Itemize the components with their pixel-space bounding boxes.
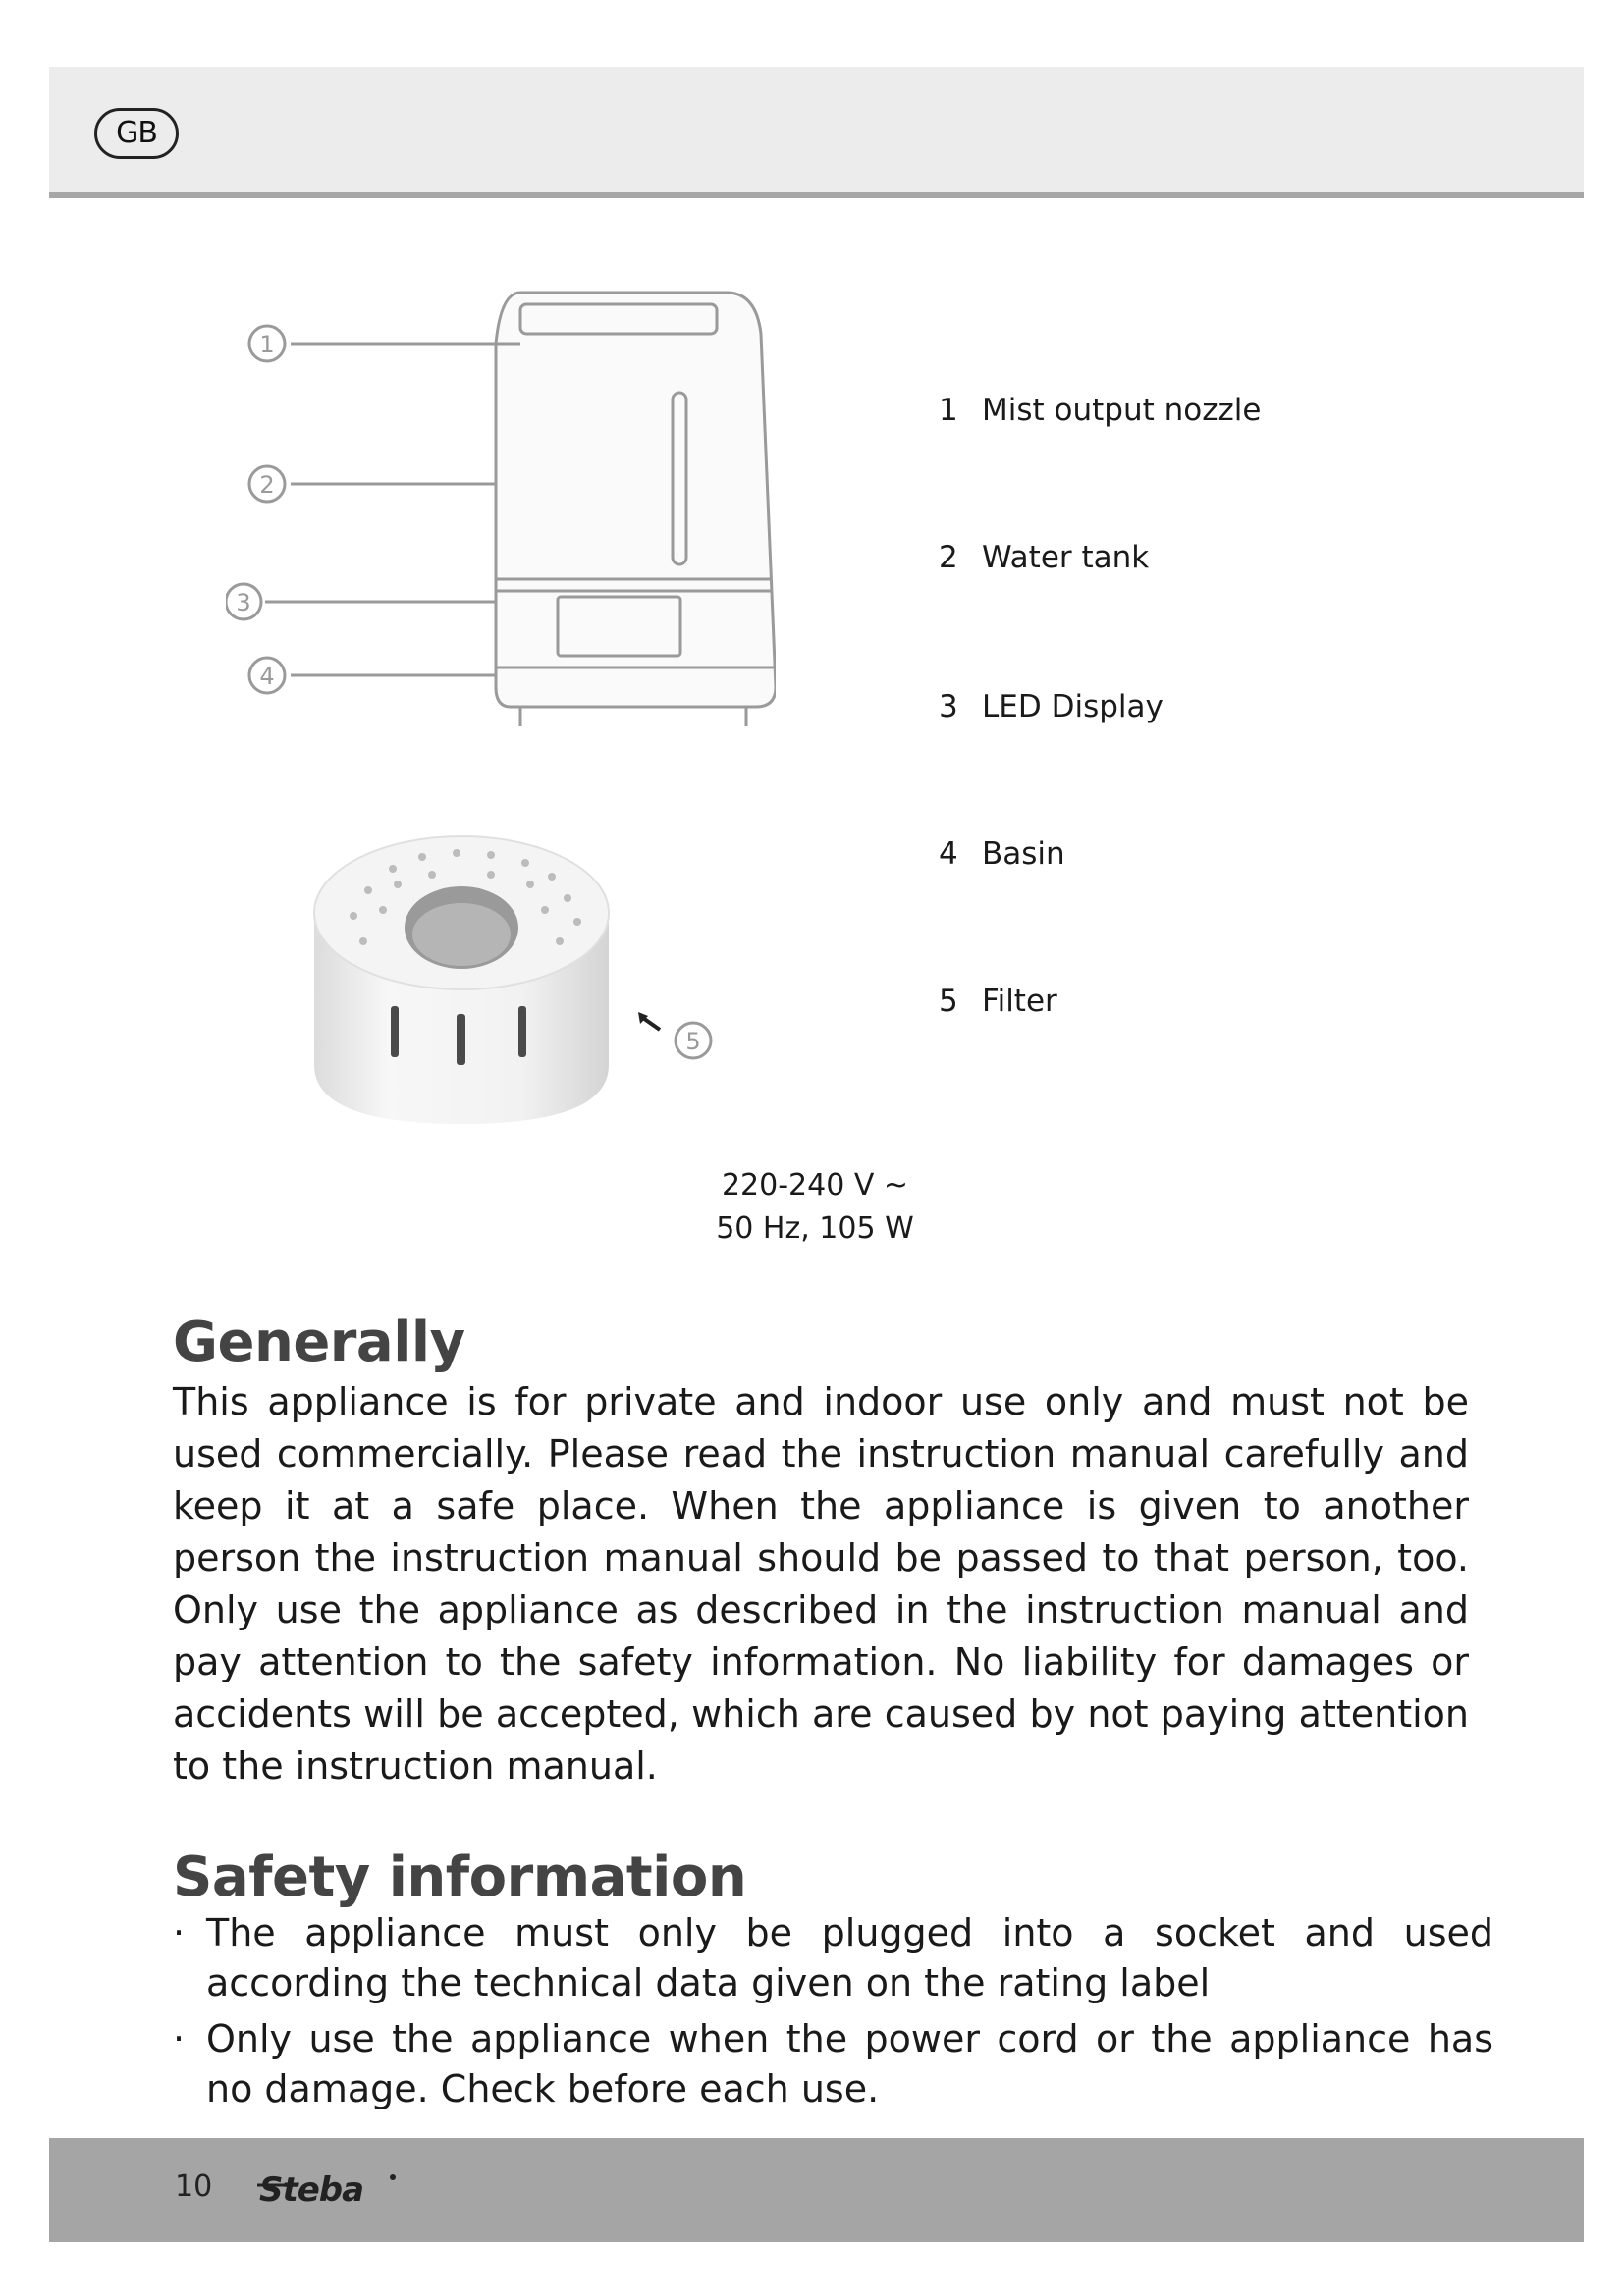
spec-voltage: 220-240 V ~: [721, 1168, 909, 1202]
safety-item-text: The appliance must only be plugged into a socket and used according the technical data given on the rating label: [206, 1911, 1493, 2004]
legend-label: Basin: [982, 836, 1065, 872]
legend-number: 4: [939, 836, 958, 872]
legend-item: [939, 540, 1149, 575]
safety-item-text: Only use the appliance when the power cord or the appliance has no damage. Check before each use.: [206, 2017, 1493, 2110]
page-number: 10: [175, 2169, 213, 2204]
callout-4: 4: [259, 663, 275, 690]
legend-item: [939, 836, 1065, 872]
legend-label: LED Display: [982, 689, 1164, 724]
callout-3: 3: [236, 589, 251, 616]
legend-number: 1: [939, 393, 958, 428]
legend-item: [939, 393, 1261, 428]
safety-item: [173, 2014, 1493, 2114]
legend-number: 3: [939, 689, 958, 724]
humidifier-illustration: [226, 275, 776, 726]
legend-label: Filter: [982, 984, 1057, 1019]
safety-heading: Safety information: [173, 1845, 747, 1909]
generally-text: This appliance is for private and indoor use only and must not be used commercially. Please read the instruction manual carefully and keep it at a safe place. When the appliance is given to another person the instruction manual should be passed to that person, too. Only use the appliance as described in the instruction manual and pay attention to the safety information. No liability for damages or accidents will be accepted, which are caused by not paying attention to the instruction manual.: [173, 1380, 1469, 1788]
safety-list: [173, 1908, 1493, 2120]
safety-item: [173, 1908, 1493, 2008]
callout-2: 2: [259, 471, 275, 499]
header-bar: [49, 67, 1584, 198]
legend-item: [939, 689, 1164, 724]
spec-frequency-power: 50 Hz, 105 W: [716, 1211, 914, 1246]
legend-label: Mist output nozzle: [982, 393, 1262, 428]
filter-illustration: [295, 820, 746, 1144]
legend-label: Water tank: [982, 540, 1150, 575]
legend-number: 5: [939, 984, 958, 1019]
svg-text:Steba: Steba: [259, 2170, 364, 2210]
legend-item: [939, 984, 1057, 1019]
callout-1: 1: [259, 331, 275, 358]
bullet-dot: ·: [173, 1911, 186, 1954]
footer-bar: [49, 2138, 1584, 2242]
steba-logo: [255, 2165, 422, 2215]
generally-heading: Generally: [173, 1310, 465, 1374]
power-spec: [687, 1164, 943, 1251]
bullet-dot: ·: [173, 2017, 186, 2060]
language-badge: GB: [94, 108, 179, 159]
callout-5: 5: [685, 1028, 701, 1055]
legend-number: 2: [939, 540, 958, 575]
